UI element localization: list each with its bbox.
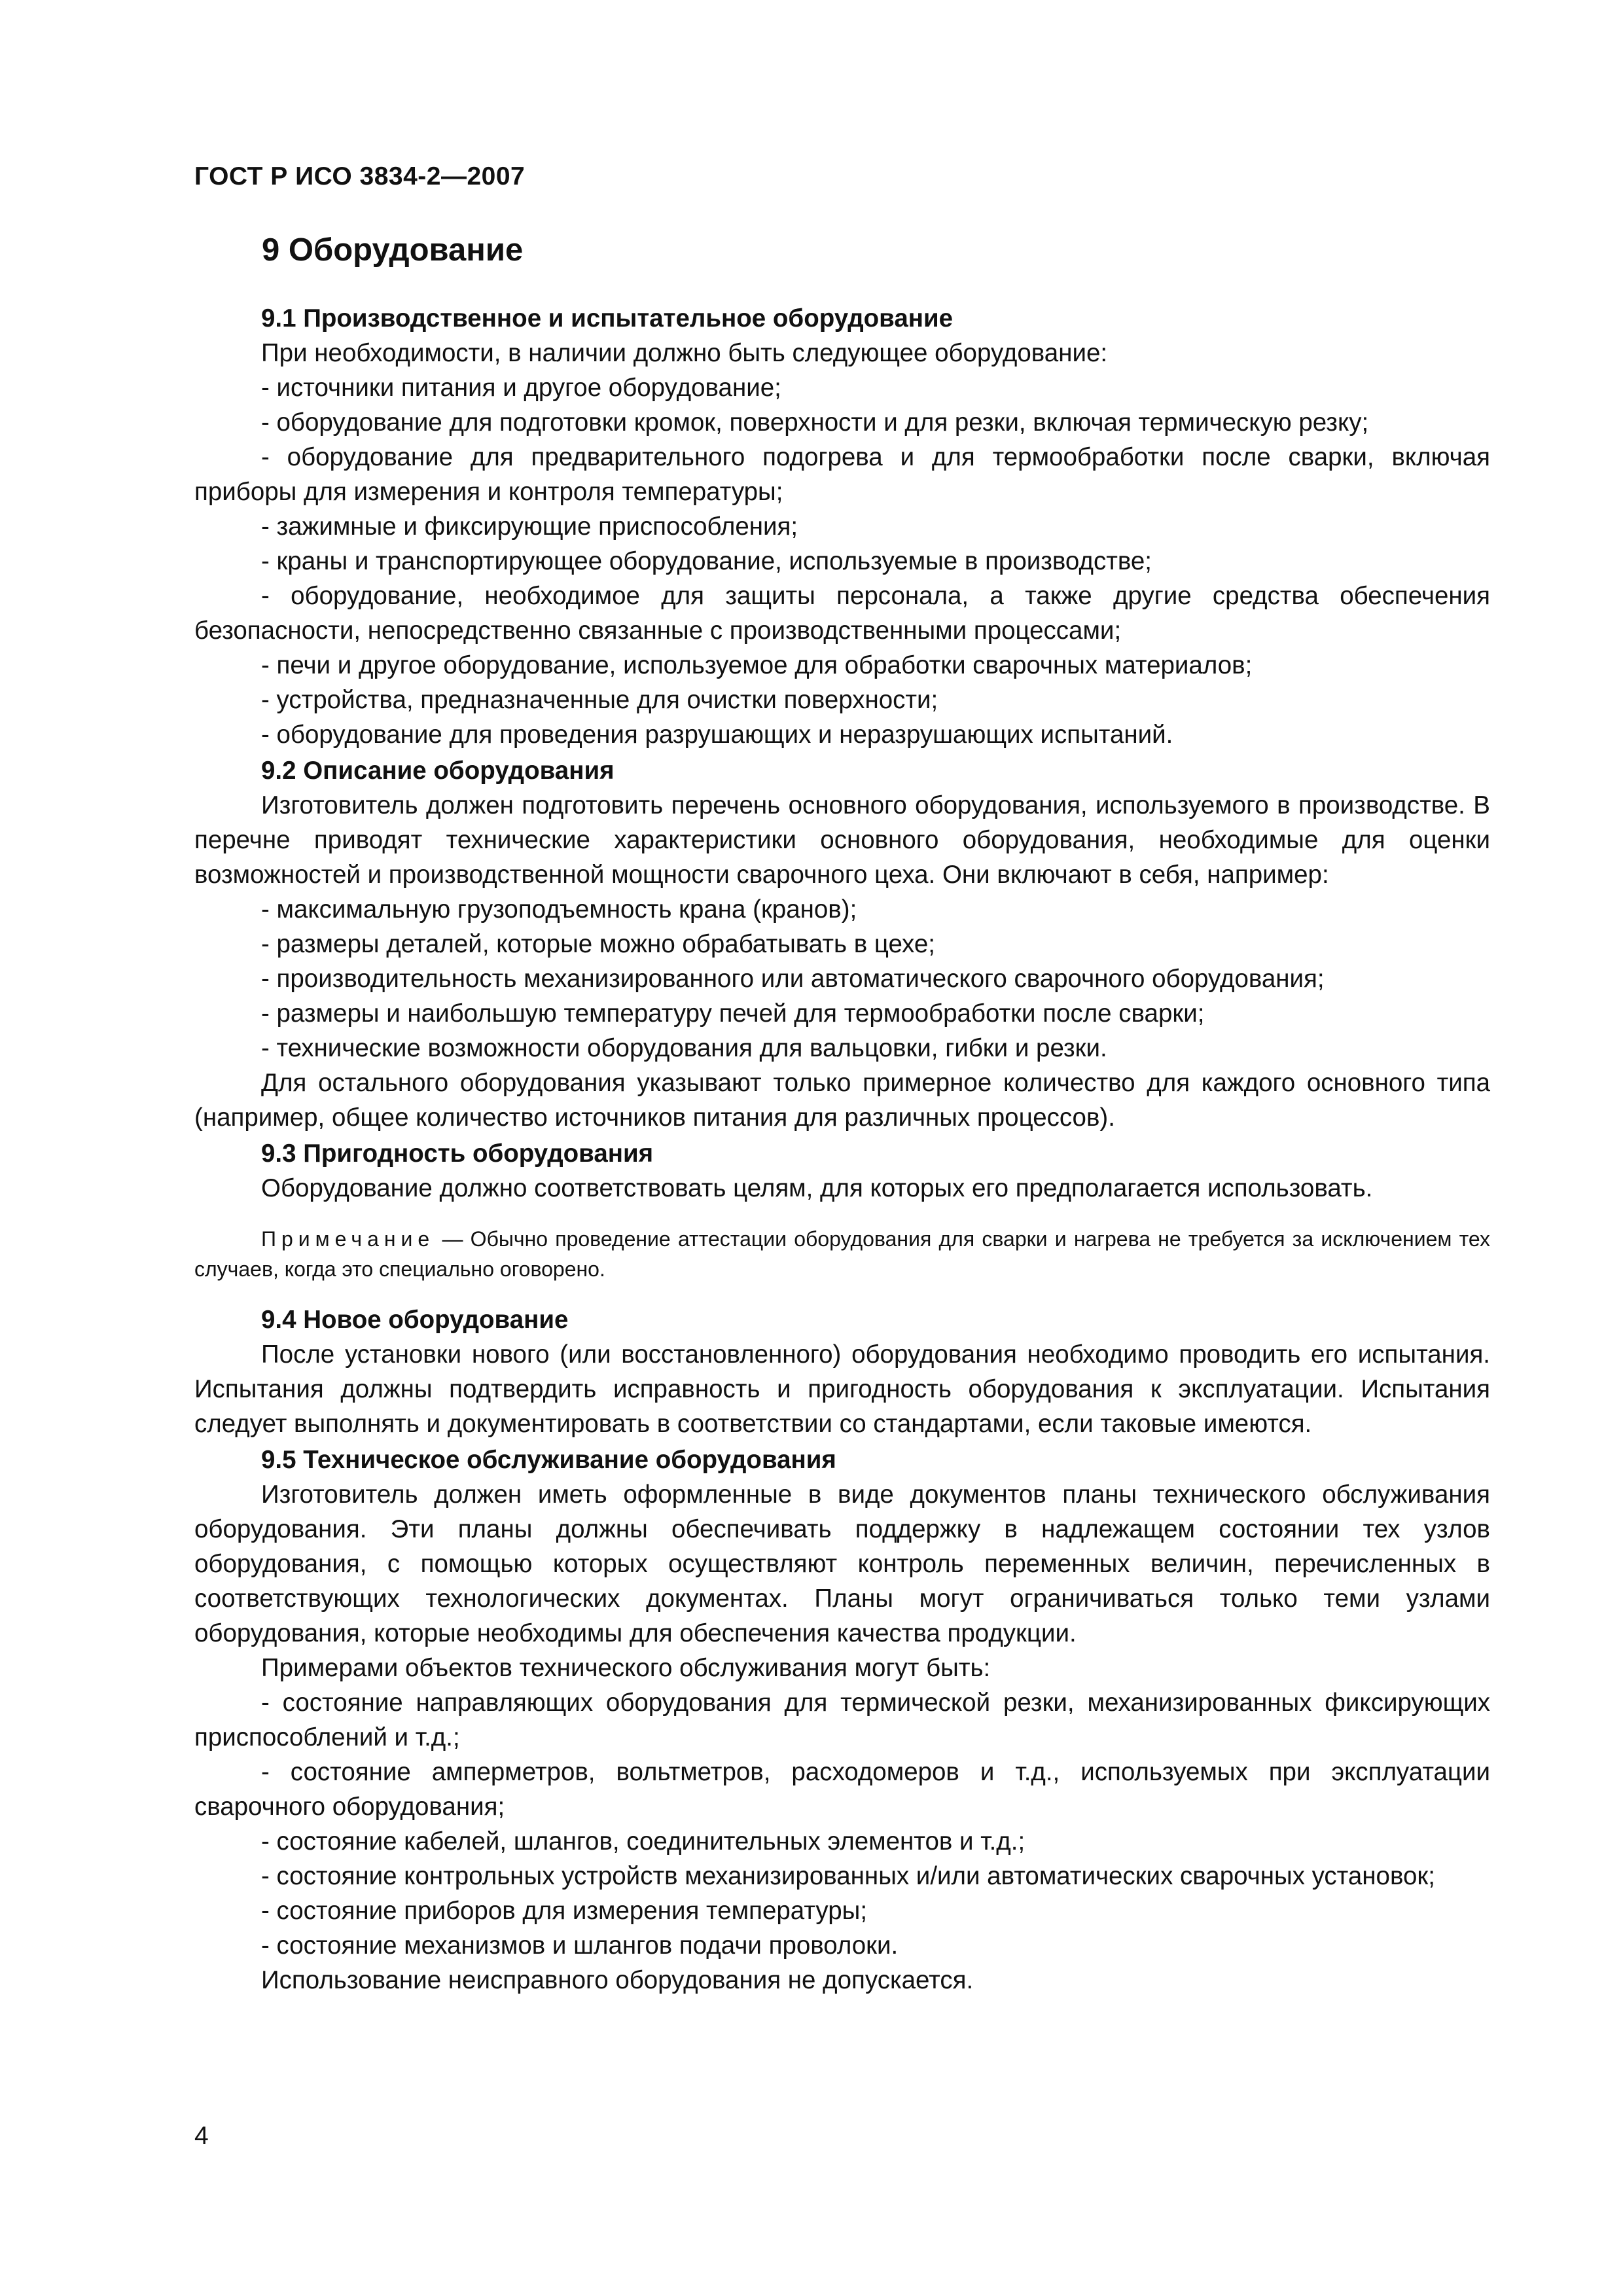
paragraph: После установки нового (или восстановленного) оборудования необходимо проводить его испытания. Испытания должны подтвердить исправность и пригодность оборудования к эксплуатации. Испытания следует выполнять и документировать в соответствии со стандартами, если таковые имеются.: [194, 1340, 1490, 1438]
list-item: - источники питания и другое оборудование;: [261, 374, 781, 402]
list-item: - состояние амперметров, вольтметров, расходомеров и т.д., используемых при эксплуатации сварочного оборудования;: [194, 1758, 1490, 1821]
document-body: [194, 300, 1490, 1998]
list-item: - оборудование, необходимое для защиты персонала, а также другие средства обеспечения безопасности, непосредственно связанные с производственными процессами;: [194, 582, 1490, 645]
paragraph: Примерами объектов технического обслуживания могут быть:: [261, 1654, 991, 1682]
note: [194, 1224, 1490, 1284]
note-label: Примечание: [261, 1227, 435, 1251]
list-item: - оборудование для подготовки кромок, поверхности и для резки, включая термическую резку;: [261, 408, 1369, 437]
page-number: 4: [194, 2122, 209, 2150]
subsection-heading-9-5: 9.5 Техническое обслуживание оборудования: [261, 1446, 836, 1474]
list-item: - зажимные и фиксирующие приспособления;: [261, 512, 798, 541]
list-item: - печи и другое оборудование, используемое для обработки сварочных материалов;: [261, 651, 1253, 679]
list-item: - состояние механизмов и шлангов подачи проволоки.: [261, 1931, 899, 1960]
paragraph: Оборудование должно соответствовать целям, для которых его предполагается использовать.: [261, 1174, 1373, 1202]
list-item: - краны и транспортирующее оборудование, используемые в производстве;: [261, 547, 1152, 575]
list-item: - максимальную грузоподъемность крана (кранов);: [261, 895, 857, 924]
list-item: - производительность механизированного или автоматического сварочного оборудования;: [261, 965, 1325, 993]
list-item: - состояние кабелей, шлангов, соединительных элементов и т.д.;: [261, 1827, 1026, 1856]
subsection-heading-9-2: 9.2 Описание оборудования: [261, 757, 615, 785]
paragraph: При необходимости, в наличии должно быть следующее оборудование:: [261, 339, 1108, 367]
list-item: - технические возможности оборудования для вальцовки, гибки и резки.: [261, 1034, 1107, 1062]
paragraph: Использование неисправного оборудования не допускается.: [261, 1966, 974, 1994]
list-item: - состояние направляющих оборудования для термической резки, механизированных фиксирующих приспособлений и т.д.;: [194, 1689, 1490, 1751]
list-item: - состояние приборов для измерения температуры;: [261, 1897, 868, 1925]
paragraph: Изготовитель должен иметь оформленные в виде документов планы технического обслуживания оборудования. Эти планы должны обеспечивать поддержку в надлежащем состоянии тех узлов оборудования, с помощью которых осуществляют контроль переменных величин, перечисленных в соответствующих технологических документах. Планы могут ограничиваться только теми узлами оборудования, которые необходимы для обеспечения качества продукции.: [194, 1480, 1490, 1647]
list-item: - состояние контрольных устройств механизированных и/или автоматических сварочных установок;: [261, 1862, 1435, 1890]
note-text: — Обычно проведение аттестации оборудования для сварки и нагрева не требуется за исключением тех случаев, когда это специально оговорено.: [194, 1227, 1490, 1281]
subsection-heading-9-4: 9.4 Новое оборудование: [261, 1306, 569, 1334]
subsection-heading-9-1: 9.1 Производственное и испытательное оборудование: [261, 304, 954, 332]
list-item: - размеры и наибольшую температуру печей для термообработки после сварки;: [261, 999, 1205, 1028]
paragraph: Изготовитель должен подготовить перечень основного оборудования, используемого в производстве. В перечне приводят технические характеристики основного оборудования, необходимые для оценки возможностей и производственной мощности сварочного цеха. Они включают в себя, например:: [194, 791, 1490, 889]
list-item: - устройства, предназначенные для очистки поверхности;: [261, 686, 938, 714]
doc-code-header: ГОСТ Р ИСО 3834-2—2007: [194, 162, 526, 190]
list-item: - оборудование для проведения разрушающих и неразрушающих испытаний.: [261, 721, 1173, 749]
subsection-heading-9-3: 9.3 Пригодность оборудования: [261, 1139, 654, 1168]
list-item: - оборудование для предварительного подогрева и для термообработки после сварки, включая приборы для измерения и контроля температуры;: [194, 443, 1490, 506]
section-title: 9 Оборудование: [262, 232, 524, 268]
list-item: - размеры деталей, которые можно обрабатывать в цехе;: [261, 930, 935, 958]
paragraph: Для остального оборудования указывают только примерное количество для каждого основного типа (например, общее количество источников питания для различных процессов).: [194, 1069, 1490, 1132]
